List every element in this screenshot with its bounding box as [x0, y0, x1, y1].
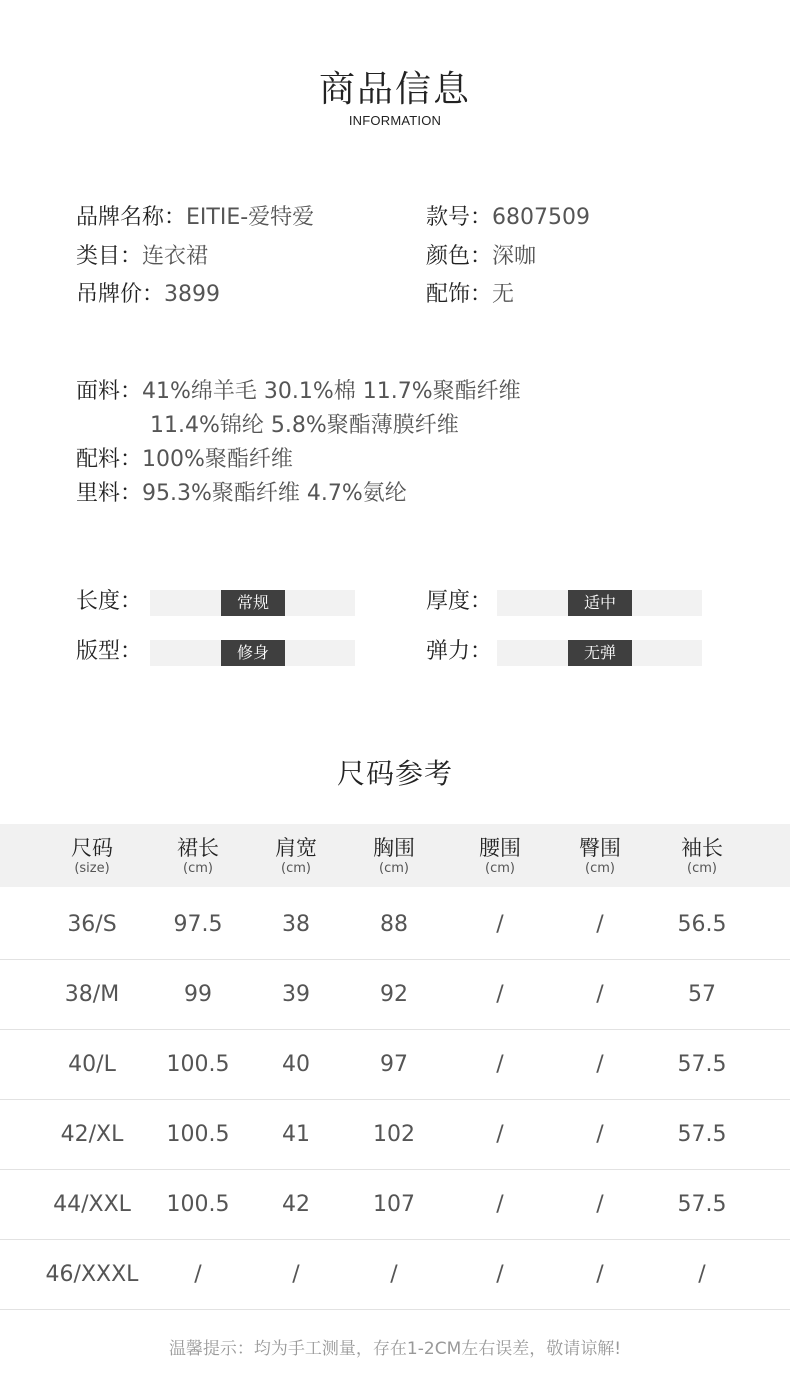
page-title: 商品信息 — [318, 69, 471, 110]
color-row — [426, 242, 536, 272]
color-value: 深咖 — [492, 244, 537, 269]
table-cell: 38/M — [64, 982, 120, 1007]
page-subtitle: INFORMATION — [348, 113, 442, 128]
column-header-size — [42, 834, 142, 876]
lining-row — [76, 479, 407, 509]
trim-value: 100%聚酯纤维 — [142, 447, 293, 472]
table-cell: / — [496, 1122, 504, 1147]
size-chart-title: 尺码参考 — [336, 757, 453, 790]
elasticity-scale-bar — [497, 640, 702, 666]
table-row — [0, 1169, 790, 1240]
table-cell: / — [698, 1262, 706, 1287]
table-cell: / — [596, 1052, 604, 1077]
table-cell: 57.5 — [677, 1052, 727, 1077]
fabric-value: 41%绵羊毛 30.1%棉 11.7%聚酯纤维 — [142, 379, 521, 404]
column-header-shoulder — [246, 834, 346, 876]
elasticity-label: 弹力： — [426, 639, 493, 664]
table-cell: 36/S — [67, 912, 117, 937]
column-unit: (cm) — [585, 861, 615, 876]
fabric-value-continued: 11.4%锦纶 5.8%聚酯薄膜纤维 — [150, 413, 459, 438]
table-cell: / — [292, 1262, 300, 1287]
table-cell: 42/XL — [60, 1122, 124, 1147]
column-name: 胸围 — [373, 836, 415, 860]
category-value: 连衣裙 — [142, 244, 209, 269]
table-cell: / — [194, 1262, 202, 1287]
lining-value: 95.3%聚酯纤维 4.7%氨纶 — [142, 481, 407, 506]
table-cell: / — [596, 1192, 604, 1217]
column-name: 臀围 — [579, 836, 621, 860]
brand-name-label: 品牌名称： — [76, 205, 187, 230]
column-name: 裙长 — [177, 836, 219, 860]
table-cell: / — [596, 982, 604, 1007]
fit-label: 版型： — [76, 639, 143, 664]
column-unit: (cm) — [183, 861, 213, 876]
table-cell: 38 — [282, 912, 310, 937]
table-cell: / — [596, 1122, 604, 1147]
size-table-header — [0, 824, 790, 887]
column-unit: (cm) — [485, 861, 515, 876]
table-cell: 40/L — [68, 1052, 116, 1077]
length-label: 长度： — [76, 589, 143, 614]
category-label: 类目： — [76, 244, 143, 269]
column-header-hip — [550, 834, 650, 876]
table-row — [0, 1239, 790, 1310]
table-cell: / — [496, 912, 504, 937]
fabric-label: 面料： — [76, 379, 143, 404]
brand-name-value: EITIE-爱特爱 — [186, 205, 315, 230]
fabric-row — [76, 377, 521, 407]
column-unit: (cm) — [687, 861, 717, 876]
table-cell: 92 — [380, 982, 408, 1007]
table-cell: 100.5 — [166, 1192, 230, 1217]
column-unit: (cm) — [379, 861, 409, 876]
style-number-row — [426, 203, 590, 233]
column-header-bust — [344, 834, 444, 876]
table-cell: 57.5 — [677, 1192, 727, 1217]
table-cell: 41 — [282, 1122, 310, 1147]
table-cell: 107 — [373, 1192, 415, 1217]
lining-label: 里料： — [76, 481, 143, 506]
table-cell: / — [496, 982, 504, 1007]
color-label: 颜色： — [426, 244, 493, 269]
table-cell: 102 — [373, 1122, 415, 1147]
trim-row — [76, 445, 293, 475]
table-row — [0, 959, 790, 1030]
length-scale-bar — [150, 590, 355, 616]
column-unit: (cm) — [281, 861, 311, 876]
trim-label: 配料： — [76, 447, 143, 472]
table-cell: 97 — [380, 1052, 408, 1077]
table-row — [0, 1029, 790, 1100]
table-cell: 44/XXL — [53, 1192, 131, 1217]
table-cell: 56.5 — [677, 912, 727, 937]
table-cell: / — [496, 1192, 504, 1217]
table-row — [0, 889, 790, 960]
table-cell: 40 — [282, 1052, 310, 1077]
table-cell: 39 — [282, 982, 310, 1007]
accessory-value: 无 — [492, 282, 515, 307]
style-number-value: 6807509 — [492, 205, 590, 230]
fit-indicator: 修身 — [221, 640, 285, 666]
table-cell: 100.5 — [166, 1052, 230, 1077]
table-cell: 99 — [184, 982, 212, 1007]
accessory-row — [426, 280, 514, 310]
table-cell: 100.5 — [166, 1122, 230, 1147]
table-cell: 57 — [688, 982, 716, 1007]
table-cell: / — [496, 1262, 504, 1287]
column-header-dress-length — [148, 834, 248, 876]
table-cell: 57.5 — [677, 1122, 727, 1147]
measurement-note: 温馨提示：均为手工测量，存在1-2CM左右误差，敬请谅解! — [168, 1339, 622, 1359]
tag-price-row — [76, 280, 220, 310]
tag-price-value: 3899 — [164, 282, 221, 307]
column-name: 袖长 — [681, 836, 723, 860]
table-cell: / — [390, 1262, 398, 1287]
table-cell: 42 — [282, 1192, 310, 1217]
table-row — [0, 1099, 790, 1170]
accessory-label: 配饰： — [426, 282, 493, 307]
table-cell: / — [596, 1262, 604, 1287]
thickness-label: 厚度： — [426, 589, 493, 614]
column-name: 尺码 — [71, 836, 113, 860]
table-cell: 88 — [380, 912, 408, 937]
table-cell: / — [596, 912, 604, 937]
table-cell: 97.5 — [173, 912, 223, 937]
category-row — [76, 242, 208, 272]
length-indicator: 常规 — [221, 590, 285, 616]
table-cell: 46/XXXL — [45, 1262, 139, 1287]
fit-scale-bar — [150, 640, 355, 666]
column-unit: (size) — [74, 861, 110, 876]
column-header-waist — [450, 834, 550, 876]
tag-price-label: 吊牌价： — [76, 282, 165, 307]
elasticity-indicator: 无弹 — [568, 640, 632, 666]
column-name: 腰围 — [479, 836, 521, 860]
thickness-indicator: 适中 — [568, 590, 632, 616]
column-header-sleeve — [652, 834, 752, 876]
style-number-label: 款号： — [426, 205, 493, 230]
brand-name-row — [76, 203, 314, 233]
thickness-scale-bar — [497, 590, 702, 616]
column-name: 肩宽 — [275, 836, 317, 860]
table-cell: / — [496, 1052, 504, 1077]
